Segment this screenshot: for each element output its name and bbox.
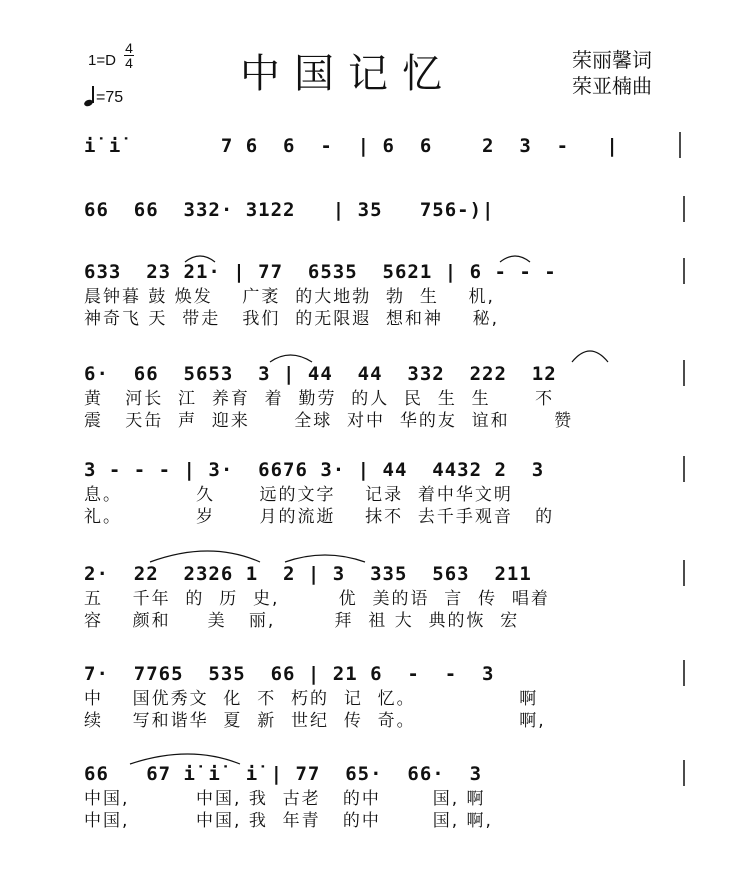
notes-line: 3 - - - | 3· 6676 3· | 44 4432 2 3: [84, 459, 545, 481]
lyric-verse-1: 五 千年 的 历 史, 优 美的语 言 传 唱着: [84, 589, 550, 609]
time-signature-top: 4: [125, 40, 133, 56]
notes-line: i̇ i̇ 7 6 6 - | 6 6 2 3 - |: [84, 135, 619, 157]
lyric-verse-1: 黄 河长 江 养育 着 勤劳 的人 民 生 生 不: [84, 389, 555, 409]
system-7: [84, 660, 684, 732]
lyricist-credit: 荣丽馨词: [572, 48, 652, 72]
notes-line: 7· 7765 535 66 | 21 6 - - 3: [84, 663, 495, 685]
system-4: [84, 360, 684, 432]
system-3: [84, 258, 684, 330]
time-signature: [124, 42, 134, 69]
notes-line: 633 23 21· | 77 6535 5621 | 6 - - -: [84, 261, 557, 283]
tempo-value: =75: [96, 89, 124, 106]
quarter-note-icon: [84, 86, 96, 106]
lyric-verse-1: 息。 久 远的文字 记录 着中华文明: [84, 485, 513, 505]
key-signature: 1=D: [88, 52, 116, 69]
system-1: [84, 132, 684, 160]
system-5: [84, 456, 684, 528]
lyric-verse-2: 容 颜和 美 丽, 拜 祖 大 典的恢 宏: [84, 611, 520, 631]
composer-credit: 荣亚楠曲: [572, 74, 652, 98]
time-signature-bottom: 4: [125, 55, 133, 71]
notes-line: 66 66 332· 3122 | 35 756-)|: [84, 199, 495, 221]
lyric-verse-2: 神奇飞 天 带走 我们 的无限遐 想和神 秘,: [84, 309, 500, 329]
system-2: [84, 196, 684, 224]
tempo-marking: [84, 86, 123, 107]
lyric-verse-2: 礼。 岁 月的流逝 抹不 去千手观音 的: [84, 507, 555, 527]
song-title: 中国记忆: [240, 51, 456, 97]
lyric-verse-2: 中国, 中国, 我 年青 的中 国, 啊,: [84, 811, 493, 831]
notes-line: 6· 66 5653 3 | 44 44 332 222 12: [84, 363, 557, 385]
notes-line: 66 67 i̇ i̇ i̇ | 77 65· 66· 3: [84, 763, 483, 785]
lyric-verse-2: 震 天缶 声 迎来 全球 对中 华的友 谊和 赞: [84, 411, 574, 431]
system-6: [84, 560, 684, 632]
lyric-verse-1: 晨钟暮 鼓 焕发 广袤 的大地勃 勃 生 机,: [84, 287, 495, 307]
notes-line: 2· 22 2326 1 2 | 3 335 563 211: [84, 563, 532, 585]
lyric-verse-1: 中国, 中国, 我 古老 的中 国, 啊: [84, 789, 486, 809]
system-8: [84, 760, 684, 832]
lyric-verse-2: 续 写和谐华 夏 新 世纪 传 奇。 啊,: [84, 711, 546, 731]
lyric-verse-1: 中 国优秀文 化 不 朽的 记 忆。 啊: [84, 689, 539, 709]
